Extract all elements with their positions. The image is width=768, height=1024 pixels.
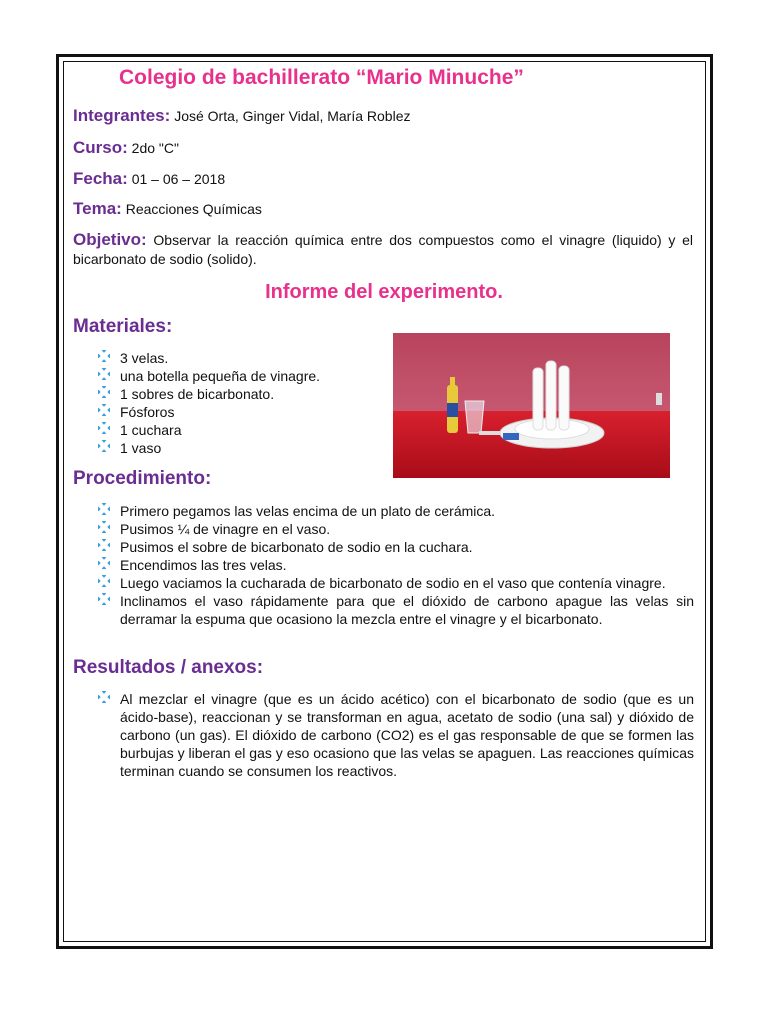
procedimiento-list — [98, 502, 694, 628]
diamond-bullet-icon — [98, 368, 110, 380]
curso-label: Curso: — [73, 138, 128, 157]
list-item-text: 1 sobres de bicarbonato. — [120, 386, 275, 402]
fecha-row — [73, 169, 225, 189]
procedimiento-heading: Procedimiento: — [73, 468, 212, 489]
list-item — [98, 690, 694, 780]
list-item — [98, 538, 694, 556]
diamond-bullet-icon — [98, 350, 110, 362]
integrantes-label: Integrantes: — [73, 106, 171, 125]
list-item-text: 1 cuchara — [120, 422, 182, 438]
diamond-bullet-icon — [98, 691, 110, 703]
tema-value: Reacciones Químicas — [125, 201, 262, 217]
diamond-bullet-icon — [98, 539, 110, 551]
experiment-photo-image — [393, 333, 670, 478]
list-item-text: 1 vaso — [120, 440, 162, 456]
diamond-bullet-icon — [98, 503, 110, 515]
list-item — [98, 367, 388, 385]
diamond-bullet-icon — [98, 404, 110, 416]
list-item-text: Inclinamos el vaso rápidamente para que el dióxido de carbono apague las velas sin derramar la espuma que ocasiono la mezcla entre el vinagre y el bicarbonato. — [120, 593, 694, 627]
report-title: Informe del experimento. — [265, 281, 503, 303]
diamond-bullet-icon — [98, 386, 110, 398]
diamond-bullet-icon — [98, 593, 110, 605]
objetivo-value: Observar la reacción química entre dos compuestos como el vinagre (liquido) y el bicarbonato de sodio (solido). — [73, 232, 694, 267]
list-item — [98, 385, 388, 403]
diamond-bullet-icon — [98, 422, 110, 434]
list-item — [98, 403, 388, 421]
list-item-text: Pusimos el sobre de bicarbonato de sodio en la cuchara. — [120, 539, 473, 555]
objetivo-row — [73, 230, 693, 269]
list-item-text: Fósforos — [120, 404, 175, 420]
integrantes-value: José Orta, Ginger Vidal, María Roblez — [174, 108, 411, 124]
materiales-heading: Materiales: — [73, 316, 173, 337]
diamond-bullet-icon — [98, 440, 110, 452]
fecha-label: Fecha: — [73, 169, 128, 188]
list-item-text: 3 velas. — [120, 350, 169, 366]
resultados-list — [98, 690, 694, 780]
tema-row — [73, 199, 262, 219]
experiment-photo — [393, 333, 670, 478]
page-title: Colegio de bachillerato “Mario Minuche” — [119, 66, 524, 89]
resultados-heading: Resultados / anexos: — [73, 657, 264, 678]
list-item — [98, 520, 694, 538]
list-item-text: Al mezclar el vinagre (que es un ácido acético) con el bicarbonato de sodio (que es un ácido-base), reaccionan y se transforman en agua, acetato de sodio (una sal) y dióxido de carbono (un gas). El dióxido de carbono (CO2) es el gas responsable de que se formen las burbujas y liberan el gas y eso ocasiono que las velas se apaguen. Las reacciones químicas terminan cuando se consumen los reactivos. — [120, 691, 694, 779]
list-item — [98, 556, 694, 574]
curso-value: 2do "C" — [131, 140, 179, 156]
fecha-value: 01 – 06 – 2018 — [131, 171, 226, 187]
diamond-bullet-icon — [98, 521, 110, 533]
list-item-text: Luego vaciamos la cucharada de bicarbonato de sodio en el vaso que contenía vinagre. — [120, 575, 666, 591]
integrantes-row — [73, 106, 410, 126]
list-item — [98, 349, 388, 367]
list-item — [98, 502, 694, 520]
curso-row — [73, 138, 179, 158]
tema-label: Tema: — [73, 199, 122, 218]
diamond-bullet-icon — [98, 575, 110, 587]
list-item — [98, 574, 694, 592]
diamond-bullet-icon — [98, 557, 110, 569]
list-item-text: Primero pegamos las velas encima de un plato de cerámica. — [120, 503, 496, 519]
materiales-list — [98, 349, 388, 457]
objetivo-label: Objetivo: — [73, 230, 147, 249]
list-item-text: Pusimos ¼ de vinagre en el vaso. — [120, 521, 331, 537]
list-item-text: Encendimos las tres velas. — [120, 557, 287, 573]
list-item — [98, 592, 694, 628]
list-item — [98, 421, 388, 439]
list-item-text: una botella pequeña de vinagre. — [120, 368, 321, 384]
list-item — [98, 439, 388, 457]
